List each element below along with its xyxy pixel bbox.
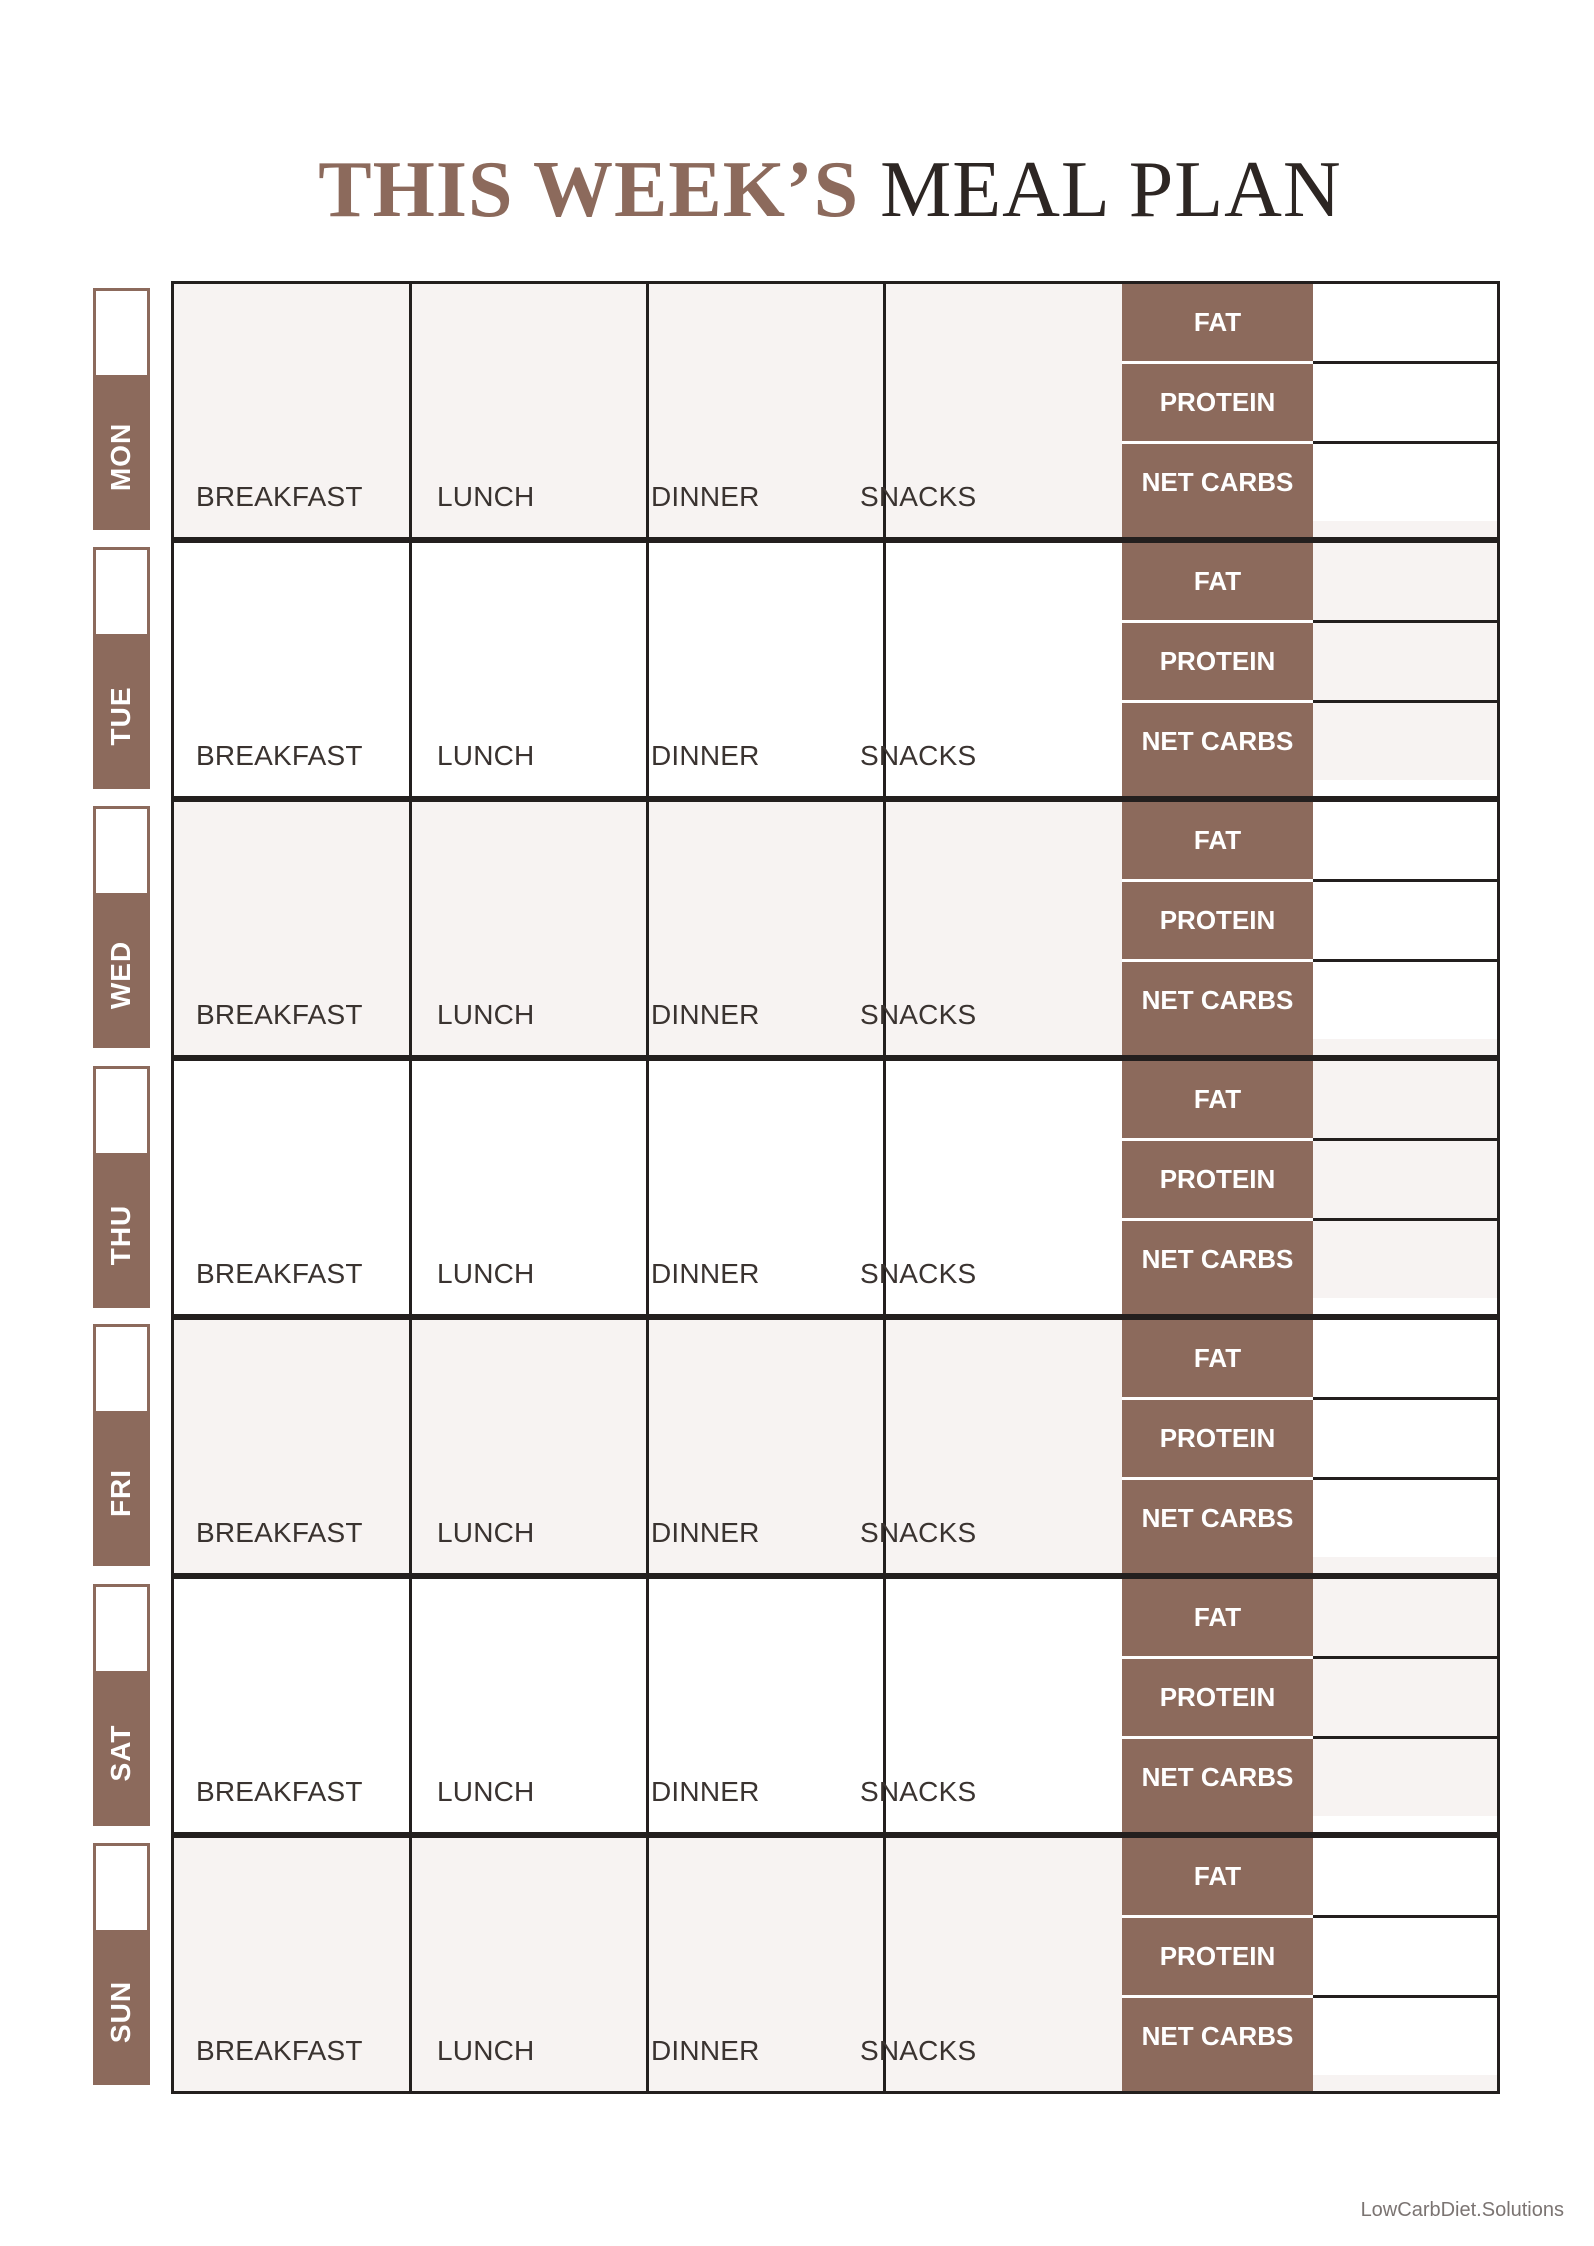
day-row (171, 799, 1500, 1058)
macro-values-column (1313, 1061, 1497, 1314)
meal-label-snacks: SNACKS (860, 1776, 977, 1807)
value-separator (1313, 879, 1497, 882)
macro-separator (1122, 441, 1313, 444)
meal-label-snacks: SNACKS (860, 1517, 977, 1548)
value-separator (1313, 1218, 1497, 1221)
meal-label-breakfast: BREAKFAST (196, 481, 363, 512)
meal-label-lunch: LUNCH (437, 1258, 535, 1289)
value-separator (1313, 700, 1497, 703)
meal-label-dinner: DINNER (651, 2035, 760, 2066)
macro-label-net-carbs: NET CARBS (1141, 2021, 1294, 2051)
macro-value-net-carbs[interactable] (1313, 1221, 1497, 1298)
column-divider (646, 802, 649, 1055)
macro-value-net-carbs[interactable] (1313, 1998, 1497, 2075)
meal-label-dinner: DINNER (651, 481, 760, 512)
day-label: SUN (105, 1980, 136, 2044)
meal-label-lunch: LUNCH (437, 481, 535, 512)
value-separator (1313, 1915, 1497, 1918)
macro-separator (1122, 1656, 1313, 1659)
macro-value-fat[interactable] (1313, 1579, 1497, 1656)
macro-label-fat: FAT (1193, 1602, 1242, 1632)
macro-labels-column (1122, 1320, 1313, 1573)
day-checkbox[interactable] (96, 1846, 147, 1930)
macro-label-protein: PROTEIN (1159, 1682, 1276, 1712)
meal-label-dinner: DINNER (651, 740, 760, 771)
meal-label-lunch: LUNCH (437, 1517, 535, 1548)
column-divider (409, 1838, 412, 2091)
day-checkbox[interactable] (96, 1327, 147, 1411)
macro-values-column (1313, 543, 1497, 796)
macro-label-fat: FAT (1193, 307, 1242, 337)
day-label: WED (105, 940, 136, 1010)
meal-label-dinner: DINNER (651, 1776, 760, 1807)
day-label: SAT (105, 1724, 136, 1782)
day-tab (93, 806, 150, 1048)
meal-label-dinner: DINNER (651, 1258, 760, 1289)
value-separator (1313, 1397, 1497, 1400)
meal-label-dinner: DINNER (651, 999, 760, 1030)
macro-value-fat[interactable] (1313, 1061, 1497, 1138)
day-label: MON (105, 422, 136, 492)
macro-value-net-carbs[interactable] (1313, 962, 1497, 1039)
meal-label-snacks: SNACKS (860, 740, 977, 771)
day-row (171, 1317, 1500, 1576)
meal-label-breakfast: BREAKFAST (196, 1258, 363, 1289)
meal-label-breakfast: BREAKFAST (196, 1517, 363, 1548)
macro-separator (1122, 1995, 1313, 1998)
macro-values-column (1313, 802, 1497, 1055)
macro-value-net-carbs[interactable] (1313, 444, 1497, 521)
macro-labels-column (1122, 1061, 1313, 1314)
column-divider (646, 284, 649, 537)
meal-label-snacks: SNACKS (860, 999, 977, 1030)
macro-values-column (1313, 1838, 1497, 2091)
title-accent: THIS WEEK’S (318, 146, 860, 234)
day-label: TUE (105, 686, 136, 746)
macro-value-net-carbs[interactable] (1313, 703, 1497, 780)
meal-label-lunch: LUNCH (437, 999, 535, 1030)
meal-label-breakfast: BREAKFAST (196, 2035, 363, 2066)
macro-labels-column (1122, 543, 1313, 796)
macro-label-protein: PROTEIN (1159, 1164, 1276, 1194)
macro-separator (1122, 620, 1313, 623)
macro-value-fat[interactable] (1313, 802, 1497, 879)
macro-value-protein[interactable] (1313, 1918, 1497, 1995)
macro-label-protein: PROTEIN (1159, 646, 1276, 676)
value-separator (1313, 1138, 1497, 1141)
meal-label-lunch: LUNCH (437, 740, 535, 771)
column-divider (646, 1579, 649, 1832)
value-separator (1313, 1656, 1497, 1659)
macro-label-fat: FAT (1193, 1343, 1242, 1373)
macro-value-net-carbs[interactable] (1313, 1480, 1497, 1557)
macro-label-net-carbs: NET CARBS (1141, 467, 1294, 497)
meal-label-snacks: SNACKS (860, 2035, 977, 2066)
column-divider (409, 543, 412, 796)
macro-value-protein[interactable] (1313, 1141, 1497, 1218)
macro-value-fat[interactable] (1313, 543, 1497, 620)
macro-label-net-carbs: NET CARBS (1141, 985, 1294, 1015)
macro-label-net-carbs: NET CARBS (1141, 1244, 1294, 1274)
meal-label-lunch: LUNCH (437, 2035, 535, 2066)
meal-label-dinner: DINNER (651, 1517, 760, 1548)
day-checkbox[interactable] (96, 809, 147, 893)
day-checkbox[interactable] (96, 291, 147, 375)
meal-label-lunch: LUNCH (437, 1776, 535, 1807)
macro-separator (1122, 1915, 1313, 1918)
day-tab (93, 1324, 150, 1566)
macro-label-fat: FAT (1193, 1084, 1242, 1114)
macro-separator (1122, 361, 1313, 364)
meal-label-snacks: SNACKS (860, 481, 977, 512)
macro-label-protein: PROTEIN (1159, 905, 1276, 935)
macro-labels-column (1122, 284, 1313, 537)
title-rest: MEAL PLAN (880, 146, 1342, 234)
column-divider (646, 1061, 649, 1314)
column-divider (409, 1061, 412, 1314)
day-checkbox[interactable] (96, 1069, 147, 1153)
day-row (171, 281, 1500, 540)
meal-label-breakfast: BREAKFAST (196, 1776, 363, 1807)
macro-separator (1122, 1397, 1313, 1400)
meal-label-breakfast: BREAKFAST (196, 999, 363, 1030)
day-row (171, 1576, 1500, 1835)
macro-label-net-carbs: NET CARBS (1141, 726, 1294, 756)
macro-label-net-carbs: NET CARBS (1141, 1762, 1294, 1792)
macro-separator (1122, 1138, 1313, 1141)
day-label: FRI (105, 1468, 136, 1518)
day-tab (93, 288, 150, 530)
value-separator (1313, 1995, 1497, 1998)
macro-separator (1122, 959, 1313, 962)
column-divider (646, 1838, 649, 2091)
macro-values-column (1313, 1579, 1497, 1832)
macro-value-protein[interactable] (1313, 882, 1497, 959)
day-row (171, 540, 1500, 799)
day-row (171, 1058, 1500, 1317)
macro-values-column (1313, 284, 1497, 537)
macro-separator (1122, 1736, 1313, 1739)
value-separator (1313, 1736, 1497, 1739)
macro-value-fat[interactable] (1313, 284, 1497, 361)
column-divider (409, 1579, 412, 1832)
macro-labels-column (1122, 1579, 1313, 1832)
macro-label-net-carbs: NET CARBS (1141, 1503, 1294, 1533)
macro-labels-column (1122, 1838, 1313, 2091)
meal-label-snacks: SNACKS (860, 1258, 977, 1289)
macro-value-protein[interactable] (1313, 1400, 1497, 1477)
macro-separator (1122, 1218, 1313, 1221)
macro-label-fat: FAT (1193, 566, 1242, 596)
value-separator (1313, 1477, 1497, 1480)
macro-separator (1122, 700, 1313, 703)
macro-value-protein[interactable] (1313, 364, 1497, 441)
footer-credit: LowCarbDiet.Solutions (1360, 2199, 1564, 2221)
meal-label-breakfast: BREAKFAST (196, 740, 363, 771)
value-separator (1313, 959, 1497, 962)
value-separator (1313, 620, 1497, 623)
macro-label-protein: PROTEIN (1159, 1423, 1276, 1453)
value-separator (1313, 441, 1497, 444)
day-tab (93, 1584, 150, 1826)
day-tab (93, 1066, 150, 1308)
day-checkbox[interactable] (96, 550, 147, 634)
day-label: THU (105, 1204, 136, 1266)
macro-labels-column (1122, 802, 1313, 1055)
column-divider (409, 1320, 412, 1573)
macro-values-column (1313, 1320, 1497, 1573)
column-divider (646, 1320, 649, 1573)
macro-value-protein[interactable] (1313, 623, 1497, 700)
page-title (0, 140, 1594, 240)
macro-label-protein: PROTEIN (1159, 1941, 1276, 1971)
day-row (171, 1835, 1500, 2094)
macro-label-fat: FAT (1193, 825, 1242, 855)
column-divider (409, 284, 412, 537)
column-divider (646, 543, 649, 796)
column-divider (409, 802, 412, 1055)
day-tab (93, 547, 150, 789)
value-separator (1313, 361, 1497, 364)
macro-label-protein: PROTEIN (1159, 387, 1276, 417)
macro-value-protein[interactable] (1313, 1659, 1497, 1736)
macro-value-net-carbs[interactable] (1313, 1739, 1497, 1816)
macro-value-fat[interactable] (1313, 1838, 1497, 1915)
macro-label-fat: FAT (1193, 1861, 1242, 1891)
macro-separator (1122, 1477, 1313, 1480)
macro-value-fat[interactable] (1313, 1320, 1497, 1397)
macro-separator (1122, 879, 1313, 882)
day-tab (93, 1843, 150, 2085)
day-checkbox[interactable] (96, 1587, 147, 1671)
